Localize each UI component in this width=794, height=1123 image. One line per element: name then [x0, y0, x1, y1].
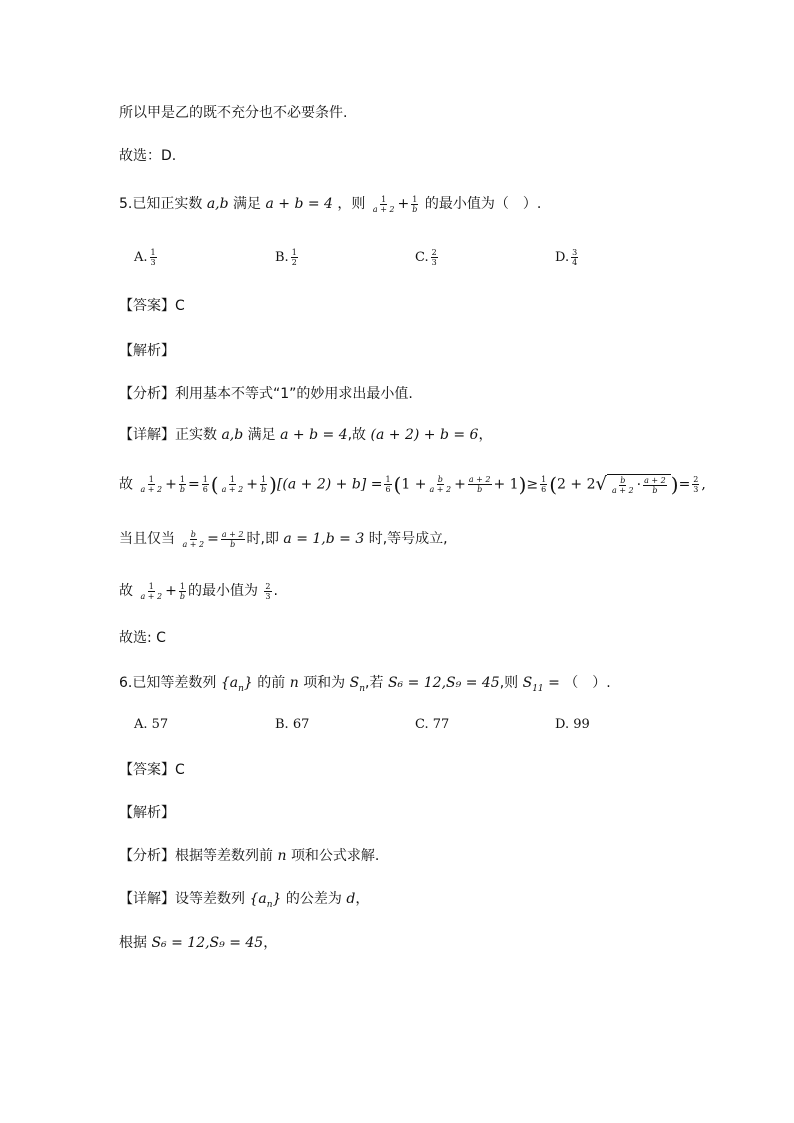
- detail-condition: a + b = 4: [280, 427, 348, 443]
- detail-6: 【详解】设等差数列 $\{a_n\}$ 的公差为 d，: [119, 891, 370, 910]
- question-6-condition: S₆ = 12,S₉ = 45: [387, 675, 500, 691]
- option-fraction: $\frac{1}{3}$: [150, 248, 156, 267]
- fraction: $\frac{1}{6}$: [541, 475, 547, 494]
- derivation-prefix: 故: [119, 476, 133, 493]
- detail-end: ，: [355, 891, 370, 907]
- question-5-prefix: 5.已知正实数: [119, 196, 203, 212]
- fraction: $\frac{1}{6}$: [385, 475, 391, 494]
- choice-5: [119, 628, 166, 648]
- analysis-5-summary: [119, 384, 413, 404]
- choice-text: 故选：D.: [119, 148, 177, 164]
- fraction: $\frac{1}{a + 2}$: [140, 475, 163, 494]
- question-5-mid: 满足: [233, 196, 262, 212]
- detail-prefix: 【详解】设等差数列: [119, 891, 245, 907]
- option-label: A.: [134, 250, 148, 265]
- fraction: $\frac{1}{b}$: [179, 581, 185, 601]
- heading-text: 【解析】: [119, 343, 175, 359]
- option-label: C.: [415, 250, 429, 265]
- option-fraction: $\frac{1}{2}$: [291, 248, 297, 267]
- fraction: $\frac{1}{b}$: [261, 475, 267, 494]
- option-b: [275, 248, 300, 268]
- question-6-mid1: 的前: [257, 675, 286, 691]
- fraction: $\frac{a + 2}{b}$: [468, 475, 491, 494]
- option-label: B.: [275, 250, 289, 265]
- fraction: $\frac{1}{a + 2}$: [140, 581, 163, 601]
- option-a: A. 57: [134, 717, 169, 732]
- minimum-line: 故 $\frac{1}{a + 2}$ + $\frac{1}{b}$ 的最小值为 $\frac{2}{3}$ .: [119, 581, 278, 601]
- answer-6: [119, 760, 185, 780]
- question-6-mid4: ,则: [499, 675, 519, 691]
- given-prefix: 根据: [119, 935, 147, 951]
- minimum-mid: 的最小值为: [187, 583, 258, 599]
- answer-text: 【答案】C: [119, 298, 185, 314]
- option-fraction: $\frac{2}{3}$: [431, 248, 437, 267]
- fraction: $\frac{1}{b}$: [179, 475, 185, 494]
- option-b: B. 67: [275, 717, 310, 732]
- text-line: [119, 146, 176, 166]
- minimum-end: .: [273, 583, 278, 599]
- equality-values: a = 1,b = 3: [283, 531, 365, 547]
- given-line: [119, 933, 277, 953]
- given-end: ，: [263, 935, 278, 951]
- detail-mid: 满足: [247, 427, 276, 443]
- fraction: $\frac{b}{a + 2}$: [611, 475, 634, 495]
- heading-text: 【解析】: [119, 805, 175, 821]
- minimum-prefix: 故: [119, 583, 133, 599]
- equality-suffix: 时,等号成立,: [368, 531, 448, 547]
- detail-so: ,故: [347, 427, 367, 443]
- summary-suffix: 项和公式求解.: [290, 848, 380, 864]
- fraction: $\frac{2}{3}$: [693, 475, 699, 494]
- analysis-6-heading: [119, 803, 175, 823]
- equality-mid: 时,即: [246, 531, 279, 547]
- given-condition: S₆ = 12,S₉ = 45: [151, 935, 264, 951]
- question-6-suffix: （ ）.: [564, 675, 611, 691]
- text-line: [119, 103, 347, 123]
- fraction: $\frac{a + 2}{b}$: [221, 529, 244, 549]
- question-5-suffix: 的最小值为（ ）.: [424, 196, 542, 212]
- detail-expression: (a + 2) + b = 6: [370, 427, 479, 443]
- option-fraction: $\frac{3}{4}$: [572, 248, 578, 267]
- fraction: $\frac{b}{a + 2}$: [429, 475, 452, 494]
- detail-end: ，: [478, 427, 493, 443]
- fraction: $\frac{a + 2}{b}$: [644, 475, 666, 495]
- option-c: [415, 248, 440, 268]
- detail-mid: 的公差为: [285, 891, 342, 907]
- option-a: [134, 248, 159, 268]
- summary-prefix: 【分析】根据等差数列前: [119, 848, 273, 864]
- detail-vars: a,b: [221, 427, 244, 443]
- equality-condition-line: 当且仅当 $\frac{b}{a + 2}$ = $\frac{a + 2}{b}$ 时,即 a = 1,b = 3 时,等号成立,: [119, 529, 448, 549]
- fraction: $\frac{b}{a + 2}$: [182, 529, 205, 549]
- question-5-condition: a + b = 4: [265, 196, 333, 212]
- question-5-vars: a,b: [206, 196, 229, 212]
- question-6-prefix: 6.已知等差数列: [119, 675, 217, 691]
- question-6: 6.已知等差数列 $\{a_n\}$ 的前 n 项和为 $S_n$,若 S₆ = 12,S₉ = 45,则 $S_{11}$ = （ ）.: [119, 675, 611, 694]
- option-d: D. 99: [555, 717, 590, 732]
- fraction: $\frac{1}{a + 2}$: [221, 475, 244, 494]
- equality-prefix: 当且仅当: [119, 531, 175, 547]
- detail-prefix: 【详解】正实数: [119, 427, 217, 443]
- conclusion-text: 所以甲是乙的既不充分也不必要条件.: [119, 105, 348, 121]
- summary-text: 【分析】利用基本不等式“1”的妙用求出最小值.: [119, 386, 413, 402]
- question-5-then: ，则: [337, 196, 366, 212]
- option-d: [555, 248, 580, 268]
- fraction: $\frac{1}{6}$: [202, 475, 208, 494]
- question-6-mid2: 项和为: [303, 675, 346, 691]
- detail-5: [119, 425, 492, 445]
- fraction: $\frac{1}{b}$: [412, 194, 418, 214]
- question-6-mid3: ,若: [365, 675, 384, 691]
- analysis-5-heading: [119, 341, 175, 361]
- option-c: C. 77: [415, 717, 450, 732]
- fraction: $\frac{2}{3}$: [265, 581, 271, 601]
- analysis-6-summary: 【分析】根据等差数列前 n 项和公式求解.: [119, 848, 380, 864]
- choice-text: 故选: C: [119, 630, 166, 646]
- question-5: 5.已知正实数 a,b 满足 a + b = 4 ，则 $\frac{1}{a + 2}$ + $\frac{1}{b}$ 的最小值为（ ）.: [119, 194, 542, 214]
- fraction: $\frac{1}{a + 2}$: [372, 194, 395, 214]
- option-label: D.: [555, 250, 570, 265]
- answer-5: [119, 296, 185, 316]
- derivation-line: 故 $\frac{1}{a + 2}$ + $\frac{1}{b}$ = $\frac{1}{6}$ ( $\frac{1}{a + 2}$ + $\frac{1}{b}$ )[(a + 2) + b] = $\frac{1}{6}$ (1 + $\frac{b}{a + 2}$ + $\frac{a + 2}{b}$ + 1)≥ $\frac{1}{6}$ (2 + 2√ $\frac{b}{a + 2}$ · $\frac{a + 2}{b}$ )= $\frac{2}{3}$ ,: [119, 472, 706, 497]
- answer-text: 【答案】C: [119, 762, 185, 778]
